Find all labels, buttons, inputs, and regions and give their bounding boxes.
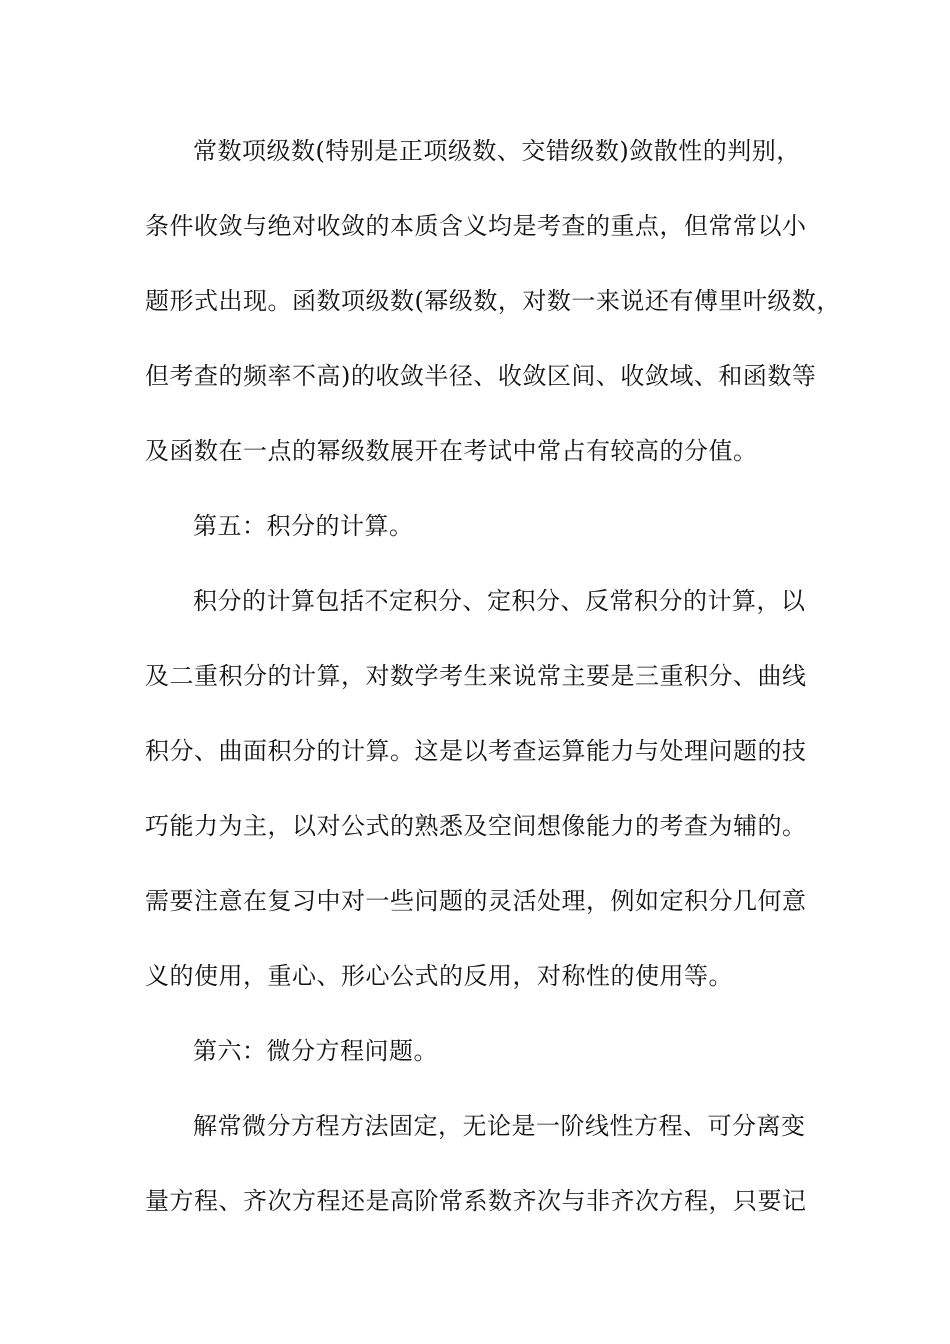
section-heading: 第六：微分方程问题。 — [193, 1037, 438, 1065]
text-line: 巧能力为主，以对公式的熟悉及空间想像能力的考查为辅的。 — [145, 812, 807, 840]
text-line: 题形式出现。函数项级数(幂级数，对数一来说还有傅里叶级数， — [145, 287, 841, 315]
text-line: 量方程、齐次方程还是高阶常系数齐次与非齐次方程，只要记 — [145, 1187, 807, 1215]
text-line: 需要注意在复习中对一些问题的灵活处理，例如定积分几何意 — [145, 887, 807, 915]
text-line: 解常微分方程方法固定，无论是一阶线性方程、可分离变 — [193, 1112, 806, 1140]
section-heading: 第五：积分的计算。 — [193, 512, 414, 540]
text-line: 积分、曲面积分的计算。这是以考查运算能力与处理问题的技 — [145, 737, 807, 765]
text-line: 积分的计算包括不定积分、定积分、反常积分的计算，以 — [193, 587, 806, 615]
text-line: 及二重积分的计算，对数学考生来说常主要是三重积分、曲线 — [145, 662, 807, 690]
text-line: 义的使用，重心、形心公式的反用，对称性的使用等。 — [145, 962, 733, 990]
text-line: 条件收敛与绝对收敛的本质含义均是考查的重点，但常常以小 — [145, 212, 807, 240]
text-line: 但考查的频率不高)的收敛半径、收敛区间、收敛域、和函数等 — [145, 362, 817, 390]
text-line: 常数项级数(特别是正项级数、交错级数)敛散性的判别， — [193, 137, 801, 165]
text-line: 及函数在一点的幂级数展开在考试中常占有较高的分值。 — [145, 437, 758, 465]
